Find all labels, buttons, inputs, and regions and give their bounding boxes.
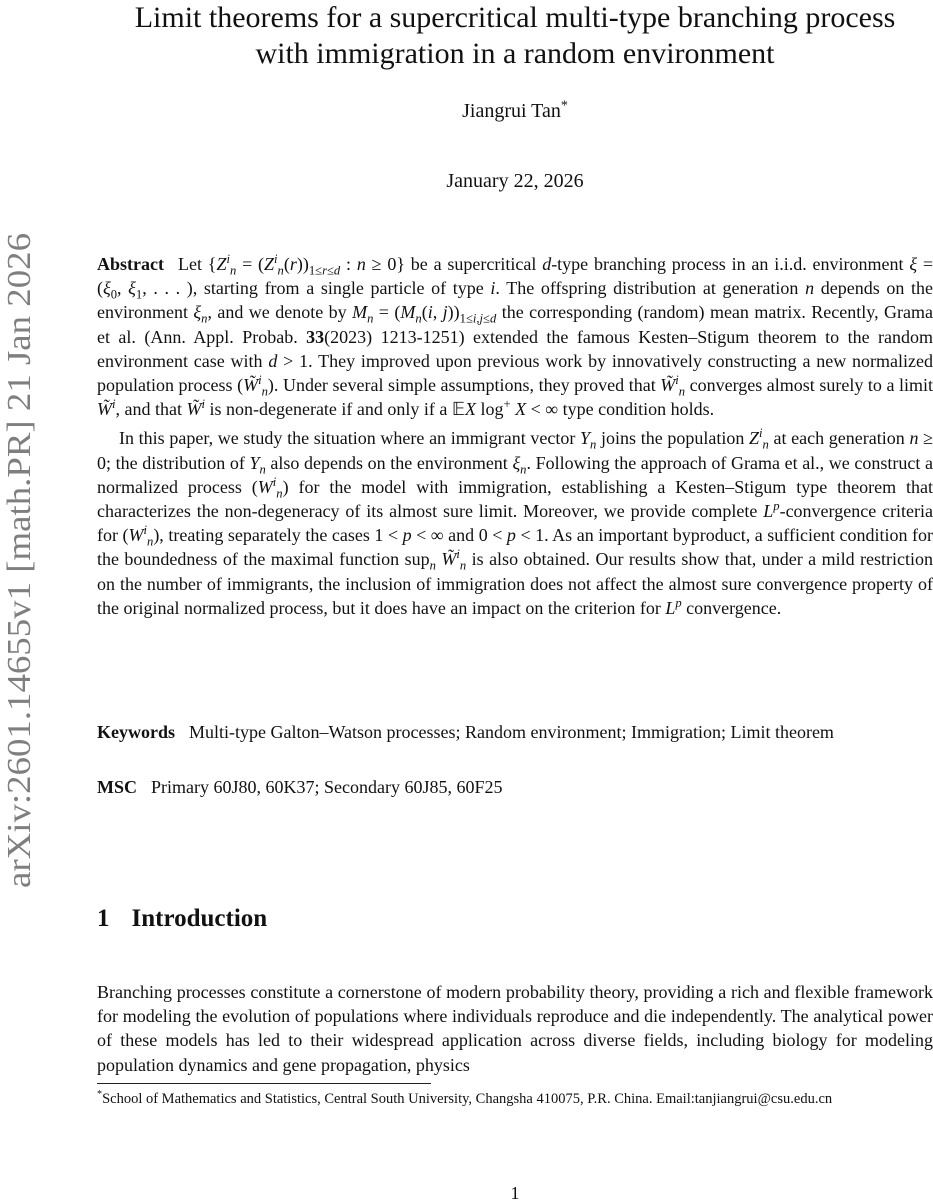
keywords-text: Multi-type Galton–Watson processes; Random environment; Immigration; Limit theorem — [189, 722, 834, 742]
footnote — [97, 1089, 933, 1110]
section-number: 1 — [97, 905, 110, 932]
abstract-paragraph-2: In this paper, we study the situation where an immigrant vector $Y_n$ joins the population $Z^i_n$ at each generation n ≥ 0; the distribution of $Y_n$ also depends on the environment $\xi_n$. Following the approach of Grama et al., we construct a normalized process $(W^i_n)$ for the model with immigration, establishing a Kesten–Stigum type theorem that characterizes the non-degeneracy of its almost sure limit. Moreover, we provide complete $L^p$-convergence criteria for $(W^i_n)$, treating separately the cases 1 < p < ∞ and 0 < p < 1. As an important byproduct, a sufficient condition for the boundedness of the maximal function sup$_n$ W̃$^i_n$ is also obtained. Our results show that, under a mild restriction on the number of immigrants, the inclusion of immigration does not affect the almost sure convergence property of the original normalized process, but it does have an impact on the criterion for $L^p$ convergence. — [97, 426, 933, 618]
msc-label: MSC — [97, 777, 137, 797]
author-name: Jiangrui Tan — [462, 100, 561, 122]
footnote-rule — [97, 1083, 431, 1084]
title-line-2: with immigration in a random environment — [255, 37, 775, 70]
page-number: 1 — [510, 1183, 520, 1203]
keywords-label: Keywords — [97, 722, 175, 742]
arxiv-identifier: arXiv:2601.14655v1 [math.PR] 21 Jan 2026 — [1, 283, 38, 888]
section-title: Introduction — [131, 905, 268, 932]
author-footnote-mark: * — [560, 98, 568, 114]
abstract-text-1: Let {$Z^i_n = (Z^i_n(r))_{1\le r\le d}$ : n ≥ 0} be a supercritical d-type branching process in an i.i.d. environment $\xi = (\xi_0$, $\xi_1$, . . . ), starting from a single particle of type i. The offspring distribution at generation n depends on the environment $\xi_n$, and we denote by $M_n = (M_n(i$, $j))_{1\le i,j\le d}$ the corresponding (random) mean matrix. Recently, Grama et al. (Ann. Appl. Probab. 33(2023) 1213-1251) extended the famous Kesten–Stigum theorem to the random environment case with d > 1. They improved upon previous work by innovatively constructing a new normalized population process (W̃$^i_n$). Under several simple assumptions, they proved that W̃$^i_n$ converges almost surely to a limit W̃$^i$, and that W̃$^i$ is non-degenerate if and only if a 𝔼X log+ X < ∞ type condition holds. — [97, 252, 933, 420]
section-heading — [97, 905, 267, 933]
paper-title — [60, 0, 933, 72]
intro-paragraph: Branching processes constitute a cornerstone of modern probability theory, providing a rich and flexible framework for modeling the evolution of populations where individuals reproduce and die independently. The analytical power of these models has led to their widespread application across diverse fields, including biology for modeling population dynamics and gene propagation, physics — [97, 982, 933, 1075]
abstract-label: Abstract — [97, 254, 164, 274]
abstract — [97, 252, 933, 620]
footnote-mark: * — [97, 1089, 103, 1101]
msc-text: Primary 60J80, 60K37; Secondary 60J85, 60F25 — [151, 777, 503, 797]
msc-classification — [97, 775, 933, 799]
author-line — [60, 100, 933, 123]
keywords — [97, 720, 933, 744]
paper-date: January 22, 2026 — [446, 170, 584, 192]
abstract-paragraph-1 — [97, 252, 933, 421]
title-line-1: Limit theorems for a supercritical multi-type branching process — [134, 1, 896, 34]
footnote-text: School of Mathematics and Statistics, Central South University, Changsha 410075, P.R. China. Email:tanjiangrui@csu.edu.cn — [102, 1091, 833, 1107]
